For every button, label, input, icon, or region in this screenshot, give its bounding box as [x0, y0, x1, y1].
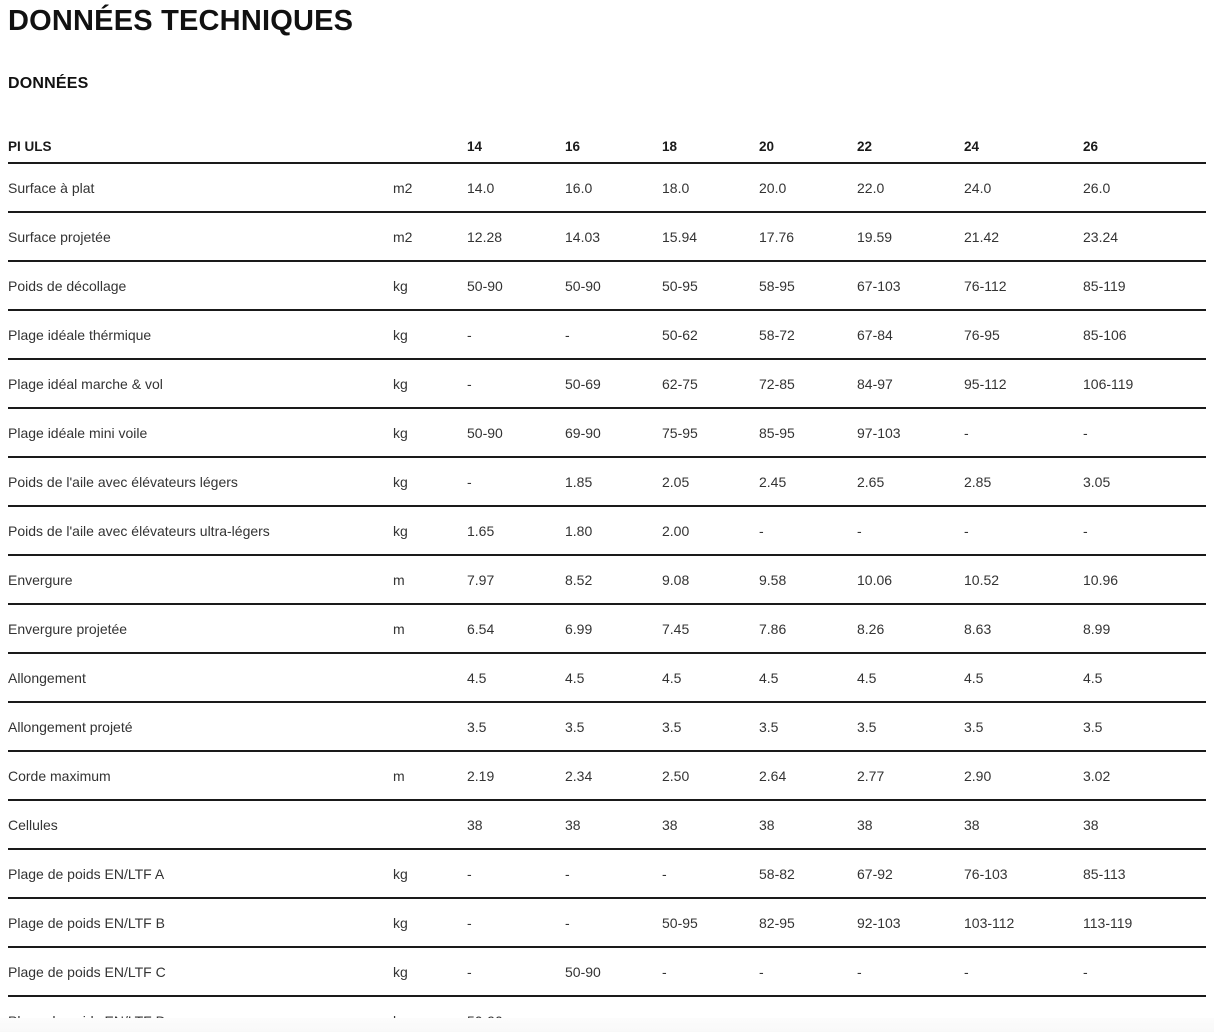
cell-value: 4.5	[467, 653, 565, 702]
cell-value: 7.97	[467, 555, 565, 604]
row-label: Plage de poids EN/LTF B	[8, 898, 393, 947]
page-title: DONNÉES TECHNIQUES	[8, 5, 354, 37]
cell-value: 75-95	[662, 408, 759, 457]
cell-value: 67-103	[857, 261, 964, 310]
cell-value: 38	[1083, 800, 1206, 849]
cell-value: 2.50	[662, 751, 759, 800]
cell-value: 2.65	[857, 457, 964, 506]
cell-value: -	[467, 359, 565, 408]
table-row	[8, 702, 1206, 751]
table-row	[8, 751, 1206, 800]
table-header-size: 16	[565, 130, 662, 163]
cell-value: 8.99	[1083, 604, 1206, 653]
cell-value: 3.05	[1083, 457, 1206, 506]
table-row	[8, 163, 1206, 212]
cell-value: 62-75	[662, 359, 759, 408]
cell-value: 50-90	[565, 947, 662, 996]
cell-value: 8.63	[964, 604, 1083, 653]
cell-value: 4.5	[565, 653, 662, 702]
row-unit: m2	[393, 163, 467, 212]
cell-value: -	[467, 310, 565, 359]
cell-value: 22.0	[857, 163, 964, 212]
cell-value: 26.0	[1083, 163, 1206, 212]
cell-value: 9.08	[662, 555, 759, 604]
table-row	[8, 212, 1206, 261]
cell-value: -	[964, 947, 1083, 996]
row-unit: m2	[393, 212, 467, 261]
cell-value: 6.99	[565, 604, 662, 653]
cell-value: 85-113	[1083, 849, 1206, 898]
cell-value: 97-103	[857, 408, 964, 457]
table-header-size: 24	[964, 130, 1083, 163]
cell-value: 16.0	[565, 163, 662, 212]
cell-value: 1.80	[565, 506, 662, 555]
row-unit: kg	[393, 261, 467, 310]
cell-value: 3.5	[565, 702, 662, 751]
cell-value: 6.54	[467, 604, 565, 653]
cell-value: 3.5	[662, 702, 759, 751]
cell-value: -	[467, 457, 565, 506]
cell-value: 3.5	[857, 702, 964, 751]
row-unit: m	[393, 555, 467, 604]
cell-value: 14.0	[467, 163, 565, 212]
table-header-unit	[393, 130, 467, 163]
row-unit	[393, 702, 467, 751]
row-label: Poids de l'aile avec élévateurs légers	[8, 457, 393, 506]
row-unit	[393, 800, 467, 849]
cell-value: 84-97	[857, 359, 964, 408]
cell-value: 14.03	[565, 212, 662, 261]
row-unit: m	[393, 604, 467, 653]
cell-value: 10.06	[857, 555, 964, 604]
table-header-size: 18	[662, 130, 759, 163]
cell-value: 21.42	[964, 212, 1083, 261]
table-row	[8, 506, 1206, 555]
row-label: Plage de poids EN/LTF C	[8, 947, 393, 996]
table-row	[8, 653, 1206, 702]
technical-data-page	[0, 6, 1214, 1032]
cell-value: 3.02	[1083, 751, 1206, 800]
cell-value: 72-85	[759, 359, 857, 408]
table-header-size: 14	[467, 130, 565, 163]
cell-value: 76-112	[964, 261, 1083, 310]
row-label: Surface à plat	[8, 163, 393, 212]
cell-value: 1.65	[467, 506, 565, 555]
cell-value: -	[565, 849, 662, 898]
cell-value: -	[467, 849, 565, 898]
cell-value: 4.5	[759, 653, 857, 702]
cell-value: 50-69	[565, 359, 662, 408]
cell-value: 23.24	[1083, 212, 1206, 261]
cell-value: 92-103	[857, 898, 964, 947]
cell-value: -	[467, 947, 565, 996]
cell-value: 67-92	[857, 849, 964, 898]
cell-value: -	[759, 506, 857, 555]
row-label: Cellules	[8, 800, 393, 849]
row-unit	[393, 653, 467, 702]
cell-value: 50-95	[662, 898, 759, 947]
cell-value: -	[857, 947, 964, 996]
cell-value: 24.0	[964, 163, 1083, 212]
row-unit: kg	[393, 506, 467, 555]
footer-strip	[0, 1018, 1214, 1032]
cell-value: 58-82	[759, 849, 857, 898]
row-unit: kg	[393, 898, 467, 947]
row-label: Poids de l'aile avec élévateurs ultra-légers	[8, 506, 393, 555]
row-label: Plage idéale thérmique	[8, 310, 393, 359]
cell-value: 76-103	[964, 849, 1083, 898]
cell-value: 82-95	[759, 898, 857, 947]
cell-value: 10.96	[1083, 555, 1206, 604]
cell-value: -	[565, 898, 662, 947]
cell-value: -	[1083, 408, 1206, 457]
cell-value: 38	[964, 800, 1083, 849]
cell-value: 103-112	[964, 898, 1083, 947]
cell-value: 4.5	[964, 653, 1083, 702]
table-row	[8, 849, 1206, 898]
table-header-model: PI ULS	[8, 130, 393, 163]
cell-value: 15.94	[662, 212, 759, 261]
cell-value: 113-119	[1083, 898, 1206, 947]
row-label: Envergure	[8, 555, 393, 604]
cell-value: 38	[467, 800, 565, 849]
row-unit: kg	[393, 310, 467, 359]
table-header-size: 20	[759, 130, 857, 163]
cell-value: -	[565, 310, 662, 359]
row-unit: kg	[393, 408, 467, 457]
row-label: Plage de poids EN/LTF A	[8, 849, 393, 898]
cell-value: 17.76	[759, 212, 857, 261]
cell-value: 19.59	[857, 212, 964, 261]
cell-value: -	[759, 947, 857, 996]
table-row	[8, 555, 1206, 604]
cell-value: 4.5	[1083, 653, 1206, 702]
table-row	[8, 359, 1206, 408]
technical-data-table	[8, 130, 1206, 1032]
cell-value: 18.0	[662, 163, 759, 212]
cell-value: -	[857, 506, 964, 555]
cell-value: 85-106	[1083, 310, 1206, 359]
cell-value: 2.00	[662, 506, 759, 555]
cell-value: 50-90	[467, 261, 565, 310]
table-header-size: 26	[1083, 130, 1206, 163]
cell-value: -	[662, 947, 759, 996]
cell-value: 2.85	[964, 457, 1083, 506]
cell-value: 3.5	[467, 702, 565, 751]
section-subtitle: DONNÉES	[8, 74, 89, 92]
cell-value: 69-90	[565, 408, 662, 457]
cell-value: 8.26	[857, 604, 964, 653]
cell-value: 9.58	[759, 555, 857, 604]
cell-value: 8.52	[565, 555, 662, 604]
cell-value: 2.77	[857, 751, 964, 800]
cell-value: 12.28	[467, 212, 565, 261]
row-unit: kg	[393, 849, 467, 898]
cell-value: 38	[565, 800, 662, 849]
row-label: Surface projetée	[8, 212, 393, 261]
cell-value: 38	[759, 800, 857, 849]
table-header-row	[8, 130, 1206, 163]
table-row	[8, 800, 1206, 849]
row-unit: m	[393, 751, 467, 800]
table-row	[8, 457, 1206, 506]
row-label: Poids de décollage	[8, 261, 393, 310]
cell-value: 50-90	[565, 261, 662, 310]
cell-value: 38	[857, 800, 964, 849]
cell-value: 2.19	[467, 751, 565, 800]
row-unit: kg	[393, 947, 467, 996]
cell-value: 50-90	[467, 408, 565, 457]
cell-value: 4.5	[857, 653, 964, 702]
row-unit: kg	[393, 359, 467, 408]
table-row	[8, 408, 1206, 457]
cell-value: 7.86	[759, 604, 857, 653]
cell-value: 7.45	[662, 604, 759, 653]
cell-value: 2.34	[565, 751, 662, 800]
cell-value: 50-62	[662, 310, 759, 359]
row-label: Corde maximum	[8, 751, 393, 800]
table-row	[8, 604, 1206, 653]
cell-value: 2.90	[964, 751, 1083, 800]
cell-value: 58-72	[759, 310, 857, 359]
cell-value: -	[1083, 947, 1206, 996]
cell-value: 1.85	[565, 457, 662, 506]
cell-value: -	[662, 849, 759, 898]
cell-value: 20.0	[759, 163, 857, 212]
table-row	[8, 898, 1206, 947]
cell-value: 3.5	[1083, 702, 1206, 751]
cell-value: 10.52	[964, 555, 1083, 604]
cell-value: -	[1083, 506, 1206, 555]
cell-value: 85-95	[759, 408, 857, 457]
row-label: Plage idéale mini voile	[8, 408, 393, 457]
cell-value: 2.05	[662, 457, 759, 506]
cell-value: 2.45	[759, 457, 857, 506]
cell-value: 106-119	[1083, 359, 1206, 408]
table-header-size: 22	[857, 130, 964, 163]
cell-value: 3.5	[964, 702, 1083, 751]
cell-value: -	[964, 506, 1083, 555]
row-label: Envergure projetée	[8, 604, 393, 653]
cell-value: 95-112	[964, 359, 1083, 408]
row-label: Allongement projeté	[8, 702, 393, 751]
row-label: Allongement	[8, 653, 393, 702]
row-label: Plage idéal marche & vol	[8, 359, 393, 408]
cell-value: 2.64	[759, 751, 857, 800]
table-row	[8, 310, 1206, 359]
cell-value: 85-119	[1083, 261, 1206, 310]
row-unit: kg	[393, 457, 467, 506]
cell-value: 67-84	[857, 310, 964, 359]
table-row	[8, 947, 1206, 996]
cell-value: -	[467, 898, 565, 947]
table-row	[8, 261, 1206, 310]
cell-value: 38	[662, 800, 759, 849]
cell-value: 4.5	[662, 653, 759, 702]
cell-value: 3.5	[759, 702, 857, 751]
cell-value: 58-95	[759, 261, 857, 310]
cell-value: -	[964, 408, 1083, 457]
cell-value: 76-95	[964, 310, 1083, 359]
cell-value: 50-95	[662, 261, 759, 310]
